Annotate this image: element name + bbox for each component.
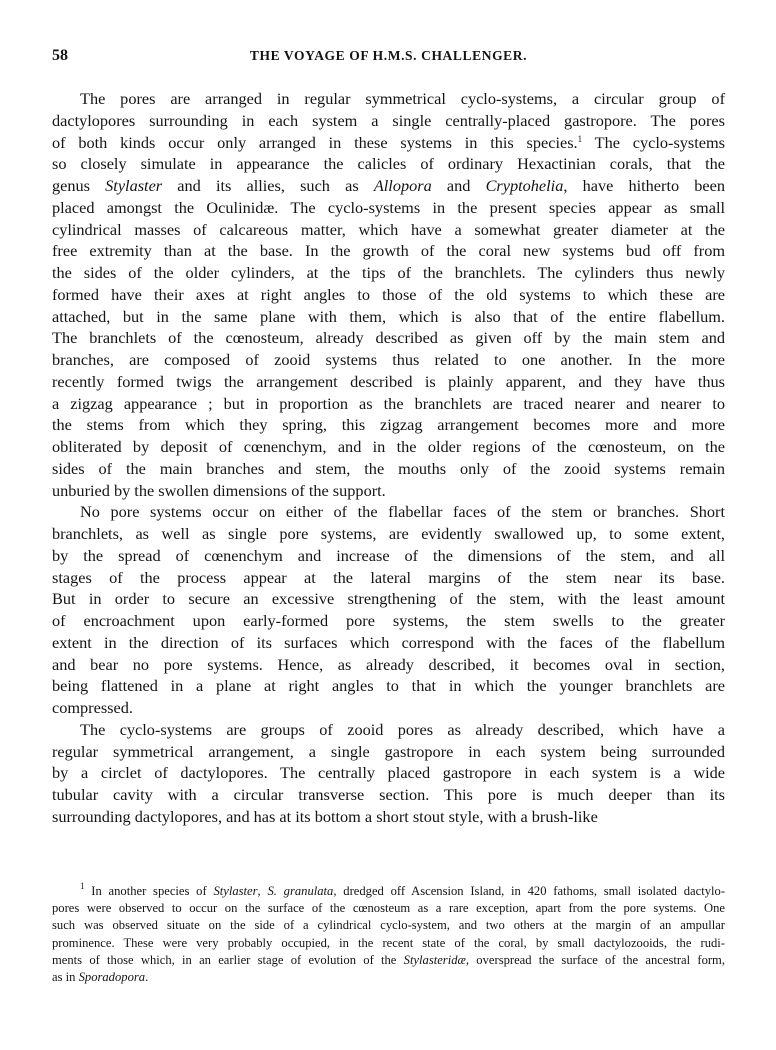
- text-line: tubular cavity with a circular transverse section. This pore is much deeper than its: [52, 785, 725, 804]
- text-line: genus Stylaster and its allies, such as Allopora and Cryptohelia, have hitherto been: [52, 176, 725, 195]
- text-line: The branchlets of the cœnosteum, already described as given off by the main stem and: [52, 328, 725, 348]
- text-line: branches, are composed of zooid systems thus related to one another. In the more: [52, 350, 725, 369]
- footnote-block: [52, 883, 725, 986]
- paragraph-3: [52, 719, 725, 828]
- text-line: cylindrical masses of calcareous matter, which have a somewhat greater diameter at the: [52, 219, 725, 239]
- text-line: No pore systems occur on either of the flabellar faces of the stem or branches. Short: [80, 502, 725, 522]
- text-line: the stems from which they spring, this zigzag arrangement becomes more and more: [52, 415, 725, 435]
- text-line: so closely simulate in appearance the calicles of ordinary Hexactinian corals, that the: [52, 154, 725, 174]
- text-line: branchlets, as well as single pore systems, are evidently swallowed up, to some extent,: [52, 524, 725, 543]
- body-text: [52, 88, 725, 828]
- text-line: and bear no pore systems. Hence, as already described, it becomes oval in section,: [52, 654, 725, 674]
- text-line: of encroachment upon early-formed pore systems, the stem swells to the greater: [52, 611, 725, 630]
- text-line: of both kinds occur only arranged in these systems in this species.$^1$ The cyclo-systems: [52, 132, 726, 152]
- text-line: extent in the direction of its surfaces which correspond with the faces of the flabellum: [52, 632, 725, 652]
- text-line: formed have their axes at right angles to those of the old systems to which these are: [52, 284, 725, 304]
- text-line: a zigzag appearance ; but in proportion as the branchlets are traced nearer and nearer to: [52, 393, 725, 413]
- page-header: [52, 47, 725, 69]
- text-line: unburied by the swollen dimensions of the support.: [52, 480, 386, 500]
- footnote-line: as in Sporadopora.: [52, 969, 149, 984]
- text-line: attached, but in the same plane with them, which is also that of the entire flabellum.: [52, 306, 725, 326]
- paragraph-1: [52, 88, 725, 501]
- text-line: regular symmetrical arrangement, a single gastropore in each system being surrounded: [52, 741, 725, 761]
- text-line: But in order to secure an excessive strengthening of the stem, with the least amount: [52, 589, 725, 609]
- text-line: stages of the process appear at the lateral margins of the stem near its base.: [52, 567, 725, 587]
- text-line: the sides of the older cylinders, at the tips of the branchlets. The cylinders thus newly: [52, 263, 725, 282]
- text-line: sides of the main branches and stem, the mouths only of the zooid systems remain: [52, 458, 725, 478]
- footnote-line: $^1$ In another species of Stylaster, S. granulata, dredged off Ascension Island, in 420 fathoms, small isolated dactylo-: [80, 881, 726, 898]
- paragraph-2: [52, 501, 725, 719]
- page-number: 58: [52, 47, 68, 64]
- running-title: THE VOYAGE OF H.M.S. CHALLENGER.: [249, 48, 528, 63]
- footnote-line: prominence. These were very probably occupied, in the recent state of the coral, by small dactylozooids, the rudi-: [52, 935, 725, 950]
- text-line: dactylopores surrounding in each system a single centrally-placed gastropore. The pores: [52, 110, 725, 130]
- text-line: recently formed twigs the arrangement described is plainly apparent, and they have thus: [52, 371, 725, 391]
- text-line: compressed.: [52, 698, 133, 717]
- text-line: by the spread of cœnenchym and increase of the dimensions of the stem, and all: [52, 545, 725, 565]
- text-line: obliterated by deposit of cœnenchym, and in the older regions of the cœnosteum, on the: [52, 437, 725, 456]
- text-line: free extremity than at the base. In the growth of the coral new systems bud off from: [52, 241, 725, 261]
- text-line: by a circlet of dactylopores. The centrally placed gastropore in each system is a wide: [52, 763, 725, 783]
- footnote-line: such was observed situate on the side of a cylindrical cyclo-system, and two others at the margin of an ampullar: [52, 918, 725, 933]
- text-line: The pores are arranged in regular symmetrical cyclo-systems, a circular group of: [80, 89, 725, 108]
- text-line: The cyclo-systems are groups of zooid pores as already described, which have a: [80, 719, 725, 739]
- text-line: being flattened in a plane at right angles to that in which the younger branchlets are: [52, 676, 725, 696]
- text-line: surrounding dactylopores, and has at its bottom a short stout style, with a brush-like: [52, 806, 598, 826]
- footnote-line: ments of those which, in an earlier stage of evolution of the Stylasteridæ, overspread the surface of the ancestral form,: [52, 952, 725, 967]
- footnote-line: pores were observed to occur on the surface of the cœnosteum as a rare exception, apart from the pore systems. One: [52, 901, 725, 916]
- text-line: placed amongst the Oculinidæ. The cyclo-systems in the present species appear as small: [52, 197, 725, 217]
